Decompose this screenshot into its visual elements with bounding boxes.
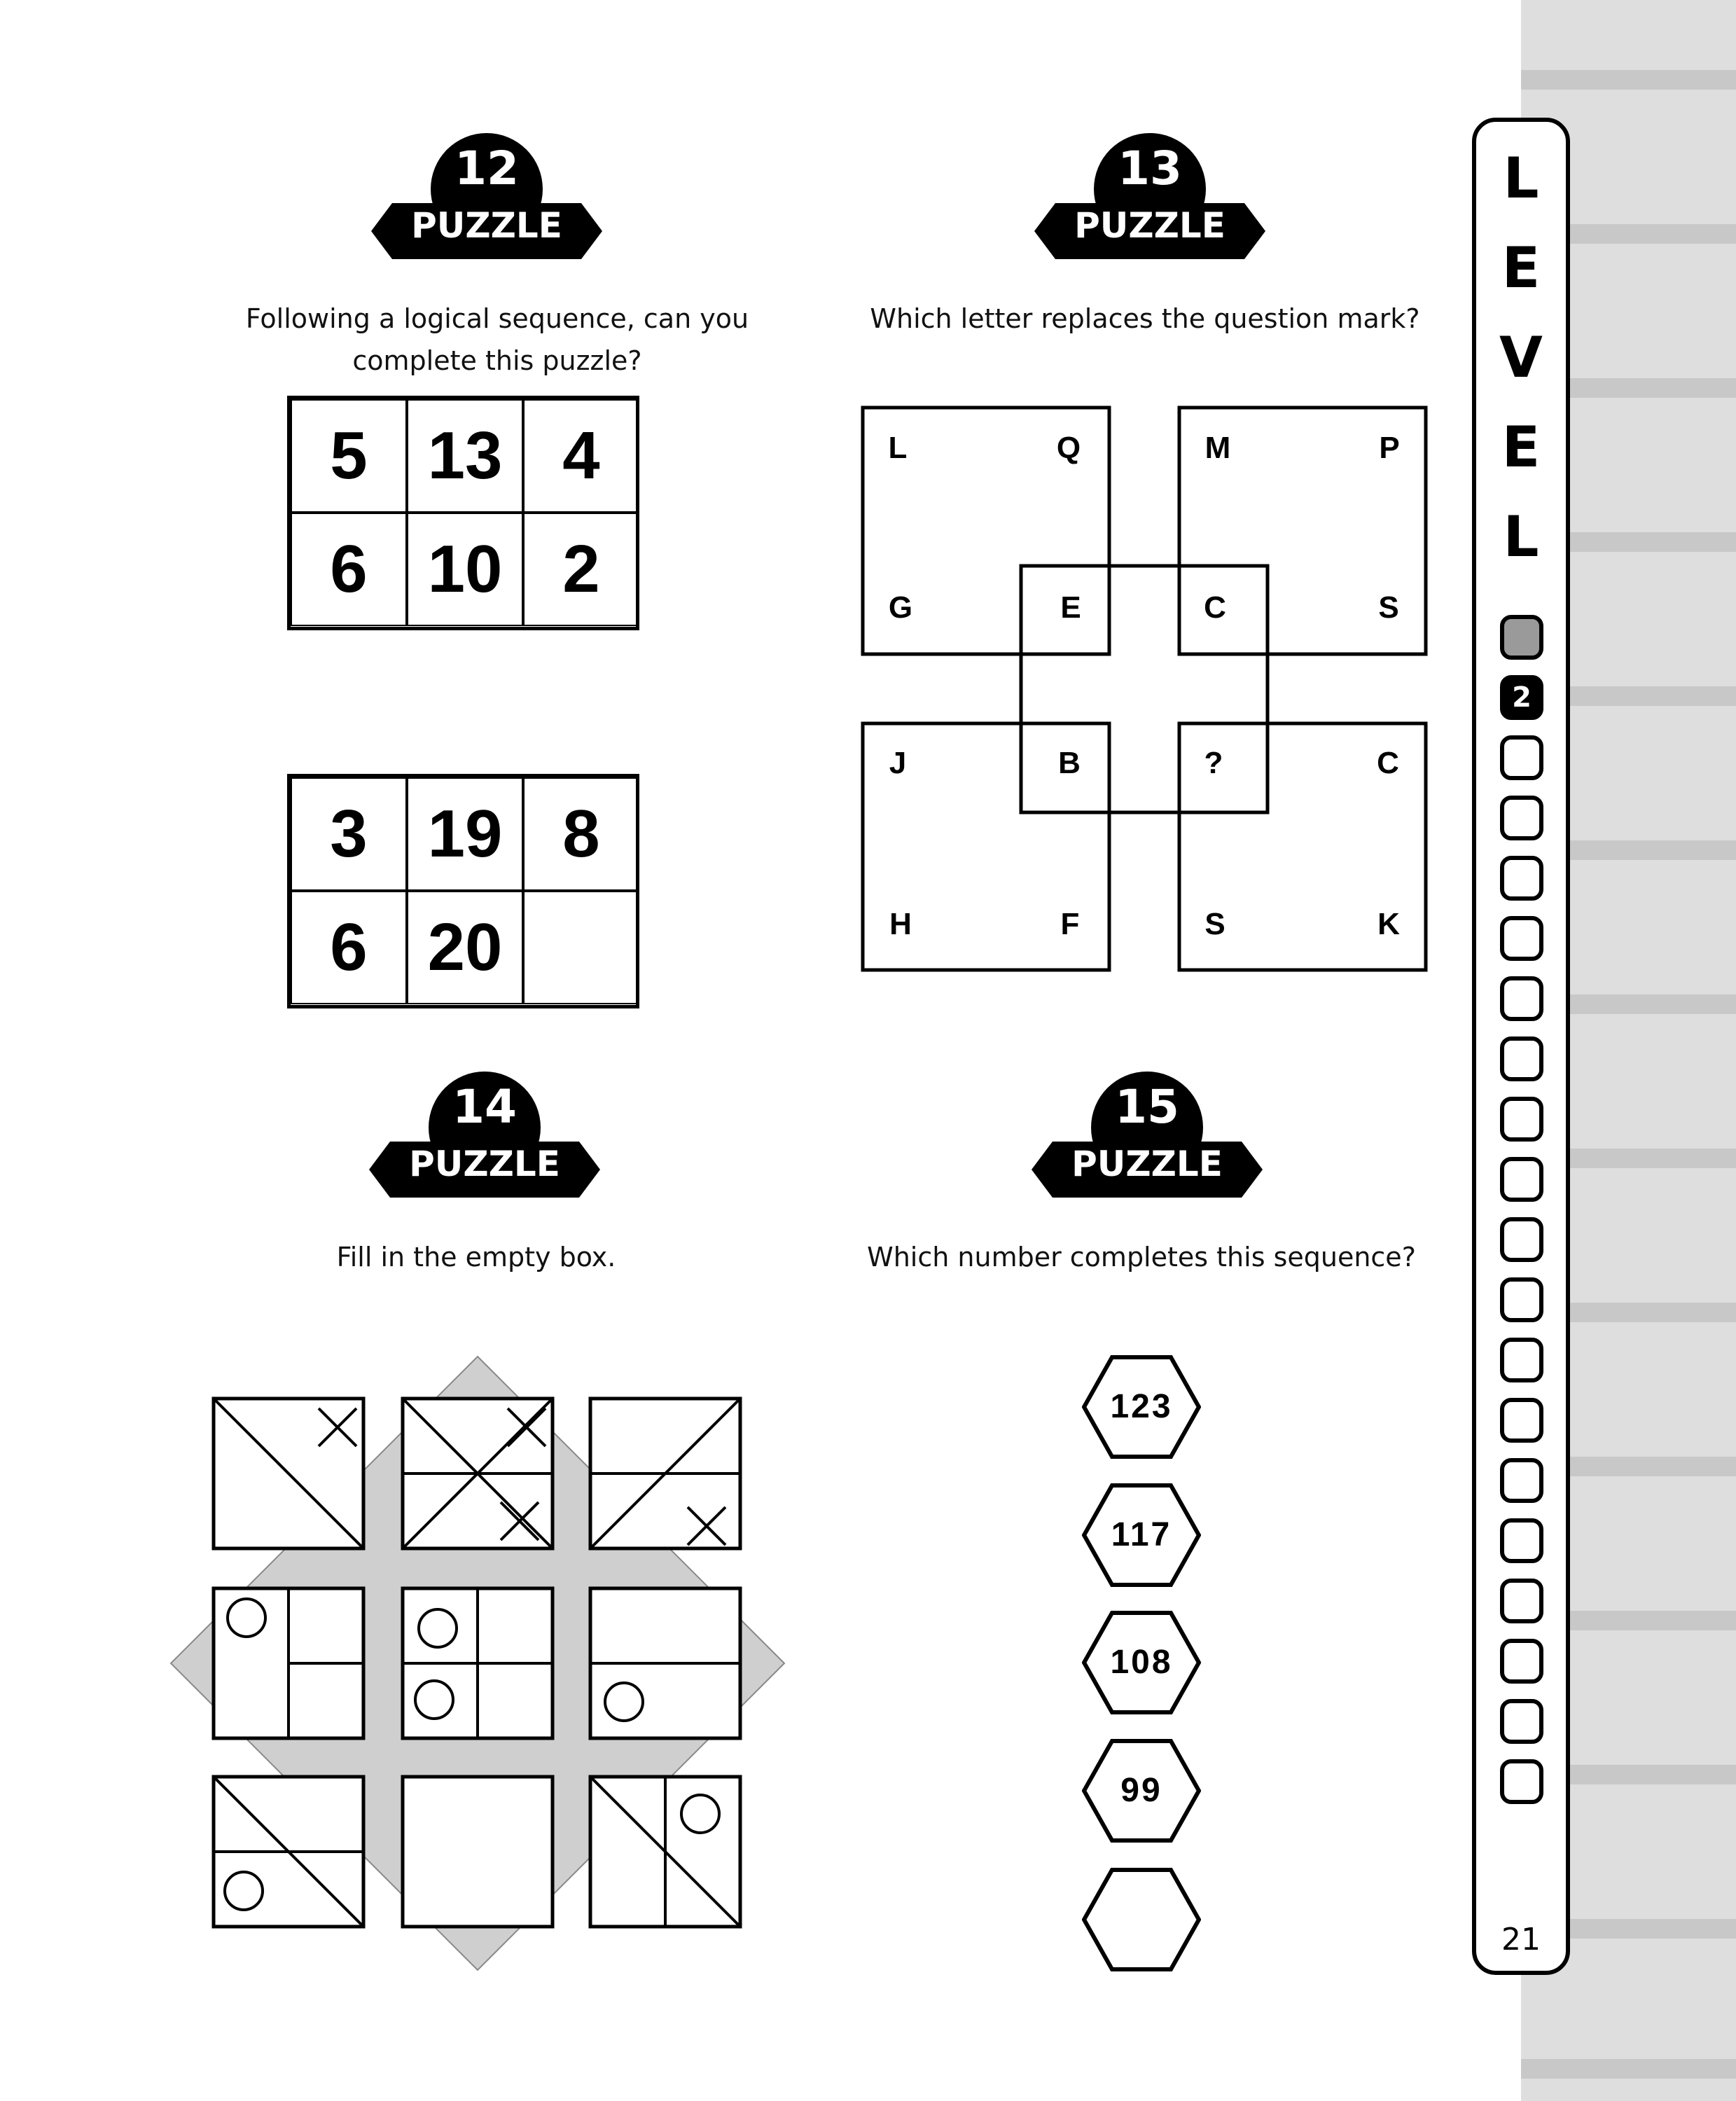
level-tick [1500,796,1543,840]
letter: J [889,746,907,780]
sequence-hexagon [1082,1483,1201,1587]
letter: P [1379,431,1400,465]
grid-cell: 5 [291,399,407,513]
puzzle-13-instruction: Which letter replaces the question mark? [870,303,1420,334]
current-level-tick: 2 [1500,675,1543,720]
grid-cell: 6 [291,891,407,1004]
grid-cell: 8 [523,777,639,891]
level-tick [1500,1036,1543,1081]
grid-cell: 13 [407,399,523,513]
sequence-value: 99 [1120,1772,1162,1809]
puzzle-15-instruction: Which number completes this sequence? [867,1242,1416,1273]
sequence-hexagon [1082,1611,1201,1714]
level-tick [1500,1458,1543,1503]
grid-cell: 10 [407,513,523,626]
letter: G [888,590,913,625]
level-tick [1500,856,1543,901]
letter: B [1058,746,1081,780]
letter: C [1377,746,1399,780]
level-letter: L [1503,146,1539,211]
letter: H [889,907,912,941]
level-tick [1500,976,1543,1021]
letter: Q [1056,431,1081,465]
puzzle-label: PUZZLE [1074,205,1225,246]
page-number: 21 [1501,1922,1541,1957]
level-1-tick [1500,615,1543,660]
sequence-hexagon [1082,1739,1201,1843]
puzzle-12-instruction: Following a logical sequence, can you complete this puzzle? [245,303,749,376]
level-letter: L [1503,504,1539,569]
level-tick [1500,916,1543,961]
question-mark: ? [1204,746,1223,780]
puzzle-15-badge [1032,1072,1263,1205]
sequence-hexagon [1082,1355,1201,1459]
grid-cell: 2 [523,513,639,626]
sequence-value: 123 [1110,1388,1173,1425]
letter: C [1204,590,1226,625]
level-tick [1500,1759,1543,1804]
level-letter: E [1501,235,1541,300]
level-tick [1500,1579,1543,1623]
letter: E [1060,590,1081,625]
level-tick [1500,1338,1543,1382]
puzzle-label: PUZZLE [409,1144,560,1184]
grid-cell: 4 [523,399,639,513]
puzzle-number: 14 [452,1080,517,1134]
level-tick [1500,1699,1543,1744]
grid-cell: 6 [291,513,407,626]
level-tick [1500,1277,1543,1322]
grid-cell: 3 [291,777,407,891]
letter: S [1378,590,1399,625]
level-letter: E [1501,415,1541,480]
sequence-value [1082,1868,1201,1971]
puzzle-label: PUZZLE [1071,1144,1223,1184]
level-tick [1500,1157,1543,1202]
sequence-value: 117 [1111,1516,1172,1553]
grid-cell: 19 [407,777,523,891]
grid-cell: 20 [407,891,523,1004]
level-tick [1500,735,1543,780]
level-tick [1500,1398,1543,1443]
letter: F [1060,907,1080,941]
sequence-value: 108 [1110,1644,1173,1681]
level-tick [1500,1518,1543,1563]
puzzle-14-instruction: Fill in the empty box. [336,1242,616,1273]
letter: K [1377,907,1400,941]
puzzle-number: 13 [1118,141,1182,195]
letter: M [1204,431,1231,465]
puzzle-number: 12 [454,141,519,195]
level-tick [1500,1639,1543,1684]
level-tick [1500,1217,1543,1262]
puzzle-label: PUZZLE [411,205,562,246]
level-letter: V [1499,325,1543,390]
sequence-hexagon-empty [1082,1868,1201,1971]
letter: L [888,431,908,465]
letter: S [1204,907,1225,941]
level-tick [1500,1097,1543,1142]
puzzle-number: 15 [1115,1080,1179,1134]
